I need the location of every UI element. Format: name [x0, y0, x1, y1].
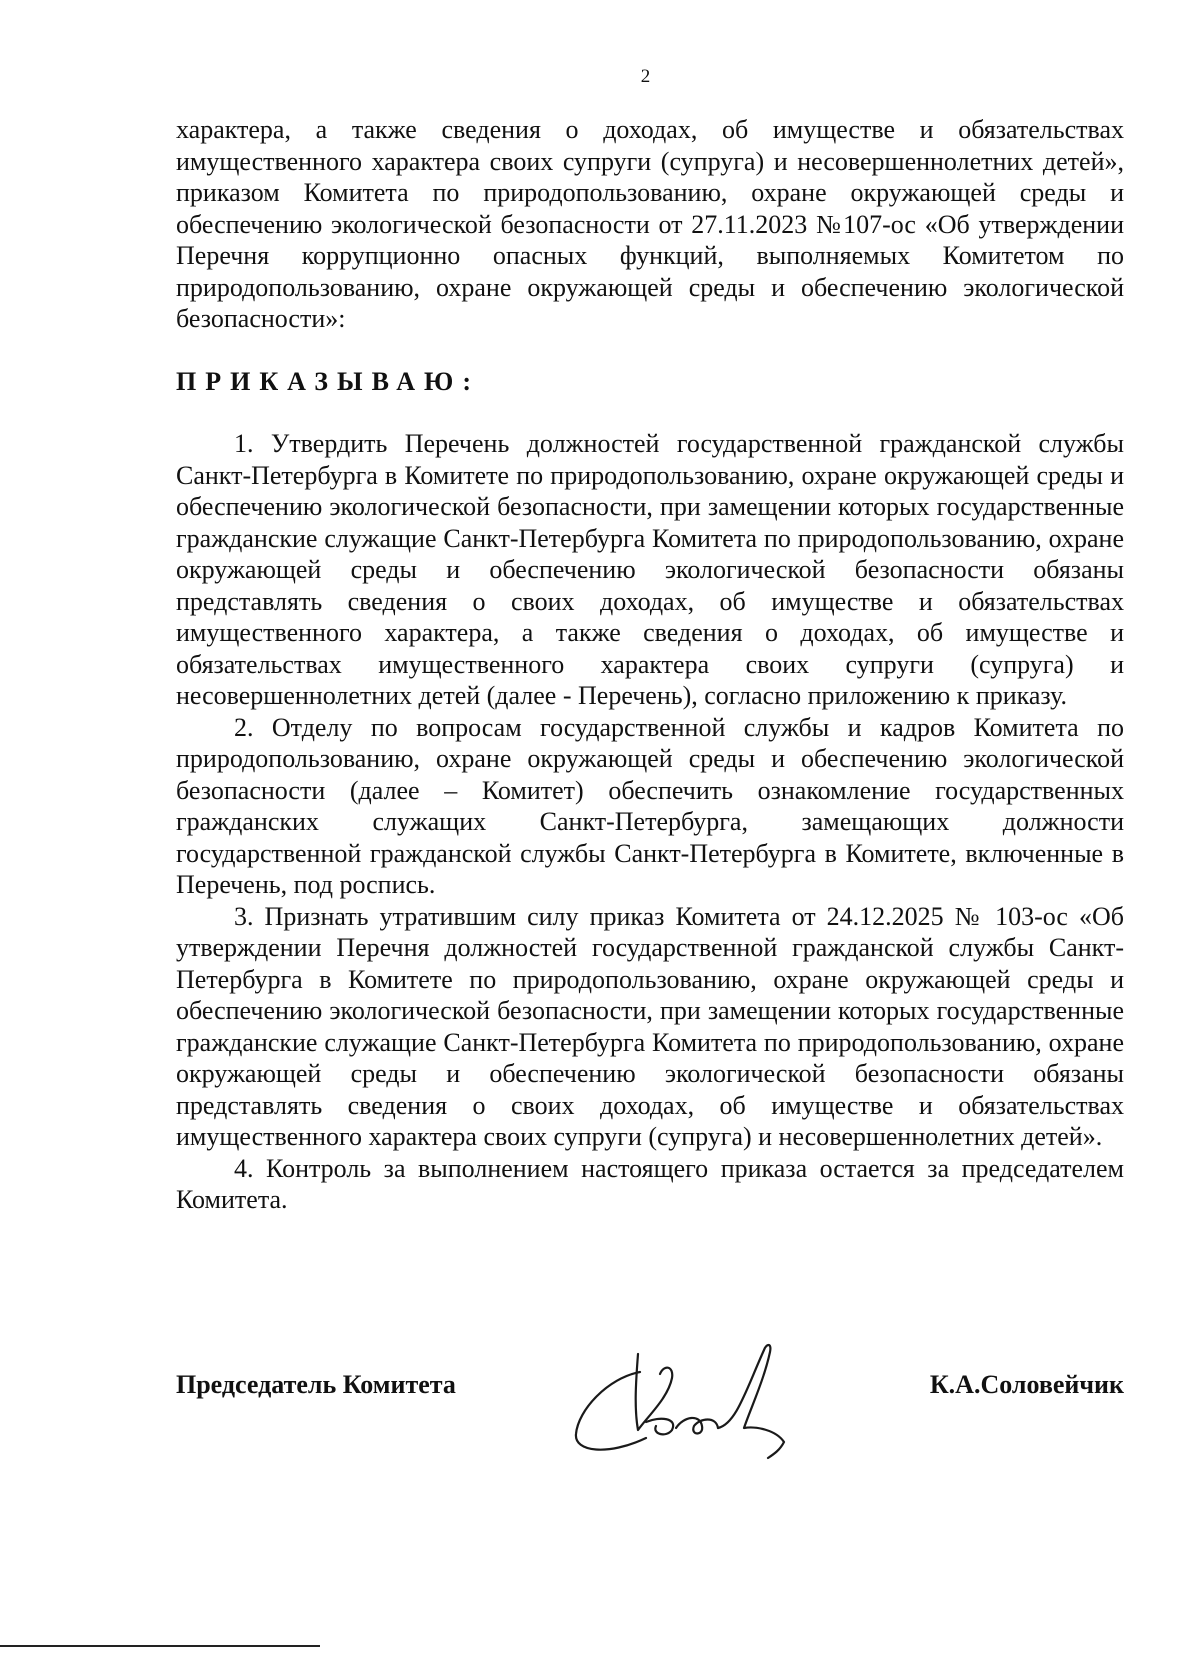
page-number: 2	[640, 66, 651, 87]
order-heading: ПРИКАЗЫВАЮ:	[176, 366, 480, 396]
order-item-4: 4. Контроль за выполнением настоящего приказа остается за председателем Комитета.	[176, 1153, 1124, 1214]
signatory-position: Председатель Комитета	[176, 1370, 456, 1399]
intro-paragraph: характера, а также сведения о доходах, об имуществе и обязательствах имущественного характера своих супруги (супруга) и несовершеннолетних детей», приказом Комитета по природопользованию, охране окружающей среды и обеспечению экологической безопасности от 27.11.2023 №107-ос «Об утверждении Перечня коррупционно опасных функций, выполняемых Комитетом по природопользованию, охране окружающей среды и обеспечению экологической безопасности»:	[176, 115, 1124, 333]
order-item-2: 2. Отделу по вопросам государственной службы и кадров Комитета по природопользованию, охране окружающей среды и обеспечению экологической безопасности (далее – Комитет) обеспечить ознакомление государственных гражданских служащих Санкт-Петербурга, замещающих должности государственной гражданской службы Санкт-Петербурга в Комитете, включенные в Перечень, под роспись.	[176, 712, 1124, 899]
handwritten-signature	[568, 1330, 828, 1460]
footer-rule	[0, 1645, 320, 1647]
document-body	[176, 114, 1124, 1216]
signatory-name: К.А.Соловейчик	[929, 1370, 1124, 1399]
order-item-3: 3. Признать утратившим силу приказ Комитета от 24.12.2025 № 103-ос «Об утверждении Перечня должностей государственной гражданской службы Санкт-Петербурга в Комитете по природопользованию, охране окружающей среды и обеспечению экологической безопасности, при замещении которых государственные гражданские служащие Санкт-Петербурга Комитета по природопользованию, охране окружающей среды и обеспечению экологической безопасности обязаны представлять сведения о своих доходах, об имуществе и обязательствах имущественного характера своих супруги (супруга) и несовершеннолетних детей».	[176, 901, 1124, 1151]
order-item-1: 1. Утвердить Перечень должностей государственной гражданской службы Санкт-Петербурга в Комитете по природопользованию, охране окружающей среды и обеспечению экологической безопасности, при замещении которых государственные гражданские служащие Санкт-Петербурга Комитета по природопользованию, охране окружающей среды и обеспечению экологической безопасности обязаны представлять сведения о своих доходах, об имуществе и обязательствах имущественного характера, а также сведения о доходах, об имуществе и обязательствах имущественного характера своих супруги (супруга) и несовершеннолетних детей (далее - Перечень), согласно приложению к приказу.	[176, 429, 1124, 710]
